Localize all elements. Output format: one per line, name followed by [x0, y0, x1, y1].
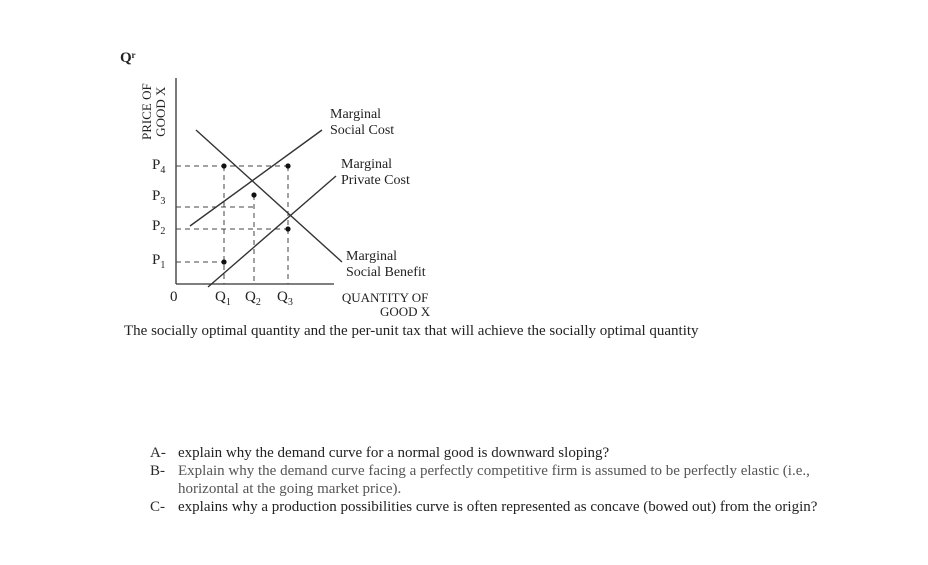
question-item-c — [150, 498, 818, 516]
question-marker: C- — [150, 499, 165, 515]
quantity-label-q2: $Q_2$ — [245, 289, 261, 308]
question-text: Explain why the demand curve facing a perfectly competitive firm is assumed to be perfectly elastic (i.e., horizontal at the going market price). — [178, 463, 810, 497]
point-q1-p4 — [221, 163, 226, 168]
question-item-a — [150, 444, 818, 462]
question-number: Qʳ — [120, 50, 136, 66]
label-marginal-private-cost: Marginal Private Cost — [341, 157, 410, 188]
question-text: explain why the demand curve for a normal good is downward sloping? — [178, 445, 610, 461]
price-label-p3: $P_3$ — [152, 188, 166, 207]
point-q3-p4 — [285, 163, 290, 168]
y-axis-title — [140, 83, 168, 140]
quantity-label-q3: $Q_3$ — [277, 289, 293, 308]
msb-curve — [196, 130, 342, 262]
price-label-p1: $P_1$ — [152, 252, 166, 271]
question-item-b — [150, 462, 818, 498]
question-marker: A- — [150, 445, 166, 461]
msc-curve — [190, 130, 322, 226]
point-q1-p1 — [221, 259, 226, 264]
question-marker: B- — [150, 463, 165, 479]
price-label-p4: $P_4$ — [152, 157, 166, 176]
quantity-label-q1: $Q_1$ — [215, 289, 231, 308]
x-axis-title-line-1: QUANTITY OF — [341, 290, 429, 305]
question-text: explains why a production possibilities curve is often represented as concave (bowed out) from the origin? — [178, 499, 818, 515]
label-marginal-social-benefit: Marginal Social Benefit — [346, 249, 426, 280]
point-q3-p2 — [285, 226, 290, 231]
mpc-curve — [208, 176, 336, 287]
graph-caption: The socially optimal quantity and the per-unit tax that will achieve the socially optimal quantity — [124, 323, 699, 339]
y-axis-title-line-1: PRICE OF — [139, 83, 154, 140]
question-list — [150, 444, 818, 516]
origin-label: 0 — [170, 289, 178, 305]
point-q2-p3 — [251, 192, 256, 197]
price-label-p2: $P_2$ — [152, 218, 166, 237]
x-axis-title-line-2: GOOD X — [380, 304, 431, 319]
x-axis-title — [340, 291, 430, 319]
y-axis-title-line-2: GOOD X — [153, 86, 168, 137]
label-marginal-social-cost: Marginal Social Cost — [330, 107, 395, 138]
